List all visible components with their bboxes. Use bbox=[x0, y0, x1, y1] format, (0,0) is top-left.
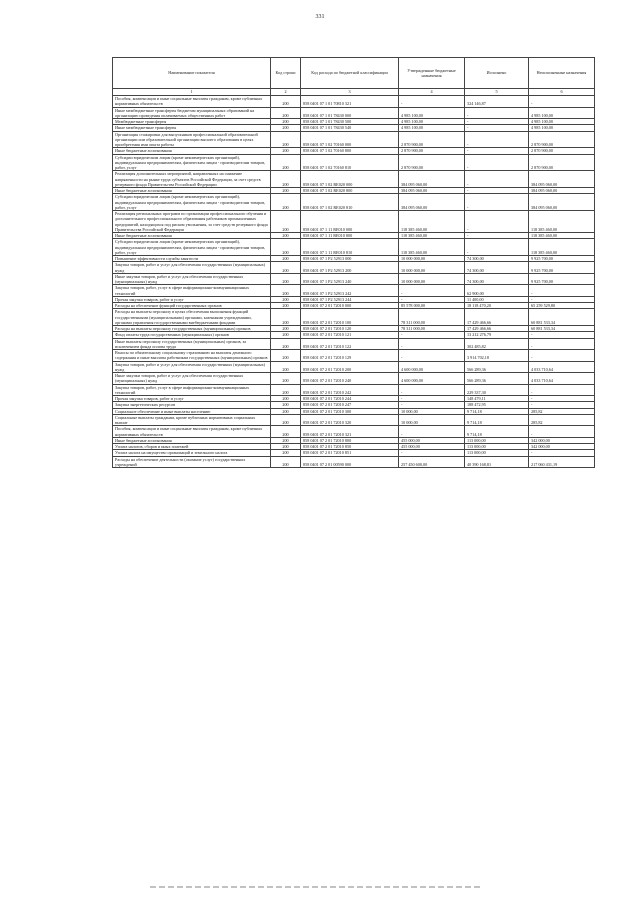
approved-cell: 118 385 460,00 bbox=[399, 211, 465, 233]
table-row bbox=[113, 373, 595, 385]
approved-cell: - bbox=[399, 350, 465, 362]
classification-code-cell: 858 0401 07 1 P2 52913 242 bbox=[301, 285, 399, 297]
row-name-cell: Иные бюджетные ассигнования bbox=[113, 437, 271, 443]
row-code-cell: 200 bbox=[271, 285, 301, 297]
row-code-cell: 200 bbox=[271, 396, 301, 402]
classification-code-cell: 858 0401 07 1 02 RE020 000 bbox=[301, 171, 399, 188]
row-name-cell: Закупка товаров, работ и услуг для обеспечения государственных (муниципальных) нужд bbox=[113, 262, 271, 274]
row-name-cell: Иные бюджетные ассигнования bbox=[113, 233, 271, 239]
row-code-cell: 200 bbox=[271, 437, 301, 443]
classification-code-cell: 858 0401 07 2 01 72010 129 bbox=[301, 350, 399, 362]
classification-code-cell: 858 0401 07 2 01 72010 300 bbox=[301, 408, 399, 414]
column-header: Код строки bbox=[271, 58, 301, 89]
classification-code-cell: 858 0401 07 1 02 RE020 810 bbox=[301, 194, 399, 211]
table-row bbox=[113, 194, 595, 211]
column-header: Утвержденные бюджетные назначения bbox=[399, 58, 465, 89]
unexecuted-cell: 4 033 710,64 bbox=[529, 373, 595, 385]
unexecuted-cell: 118 385 460,00 bbox=[529, 211, 595, 233]
column-header: Исполнено bbox=[465, 58, 529, 89]
table-body bbox=[113, 96, 595, 468]
column-header: Неисполненные назначения bbox=[529, 58, 595, 89]
row-name-cell: Иные закупки товаров, работ и услуг для обеспечения государственных (муниципальных) нужд bbox=[113, 373, 271, 385]
unexecuted-cell: 4 033 710,64 bbox=[529, 361, 595, 373]
row-code-cell: 200 bbox=[271, 309, 301, 326]
table-row bbox=[113, 350, 595, 362]
approved-cell: 4 985 100,00 bbox=[399, 119, 465, 125]
executed-cell: - bbox=[465, 148, 529, 154]
classification-code-cell: 858 0401 07 2 01 72010 800 bbox=[301, 437, 399, 443]
unexecuted-cell: - bbox=[529, 450, 595, 456]
approved-cell: - bbox=[399, 426, 465, 438]
unexecuted-cell: - bbox=[529, 285, 595, 297]
executed-cell: 62 900,00 bbox=[465, 285, 529, 297]
approved-cell: - bbox=[399, 296, 465, 302]
approved-cell: 78 311 000,00 bbox=[399, 309, 465, 326]
executed-cell: 566 289,36 bbox=[465, 373, 529, 385]
approved-cell: - bbox=[399, 402, 465, 408]
row-code-cell: 200 bbox=[271, 414, 301, 426]
classification-code-cell: 858 0401 07 1 P2 52913 240 bbox=[301, 273, 399, 285]
row-code-cell: 200 bbox=[271, 361, 301, 373]
unexecuted-cell: 4 985 100,00 bbox=[529, 107, 595, 119]
row-name-cell: Расходы на обеспечение деятельности (оказание услуг) государственных учреждений bbox=[113, 456, 271, 468]
row-name-cell: Закупка товаров, работ и услуг для обеспечения государственных (муниципальных) нужд bbox=[113, 361, 271, 373]
row-code-cell: 200 bbox=[271, 384, 301, 396]
classification-code-cell: 858 0401 07 1 P2 52913 200 bbox=[301, 262, 399, 274]
row-code-cell: 200 bbox=[271, 402, 301, 408]
classification-code-cell: 858 0401 07 1 11 RE010 810 bbox=[301, 239, 399, 256]
approved-cell: 10 000,00 bbox=[399, 414, 465, 426]
row-name-cell: Закупка товаров, работ, услуг в сфере информационно-коммуникационных технологий bbox=[113, 384, 271, 396]
classification-code-cell: 858 0401 07 2 01 72010 200 bbox=[301, 361, 399, 373]
classification-code-cell: 858 0401 07 2 01 72010 120 bbox=[301, 326, 399, 332]
scan-edge-mark bbox=[150, 886, 480, 888]
table-row bbox=[113, 211, 595, 233]
executed-cell: 324 146,87 bbox=[465, 96, 529, 108]
unexecuted-cell: 2 870 900,00 bbox=[529, 131, 595, 148]
unexecuted-cell: - bbox=[529, 402, 595, 408]
unexecuted-cell: - bbox=[529, 350, 595, 362]
row-code-cell: 200 bbox=[271, 171, 301, 188]
table-row bbox=[113, 131, 595, 148]
classification-code-cell: 858 0401 07 1 02 70160 800 bbox=[301, 148, 399, 154]
row-code-cell: 200 bbox=[271, 456, 301, 468]
unexecuted-cell: 9 925 700,00 bbox=[529, 256, 595, 262]
unexecuted-cell: 2 870 900,00 bbox=[529, 154, 595, 171]
table-row bbox=[113, 384, 595, 396]
page-number: 331 bbox=[315, 14, 325, 20]
unexecuted-cell: - bbox=[529, 384, 595, 396]
unexecuted-cell: - bbox=[529, 96, 595, 108]
row-code-cell: 200 bbox=[271, 107, 301, 119]
row-code-cell: 200 bbox=[271, 239, 301, 256]
row-name-cell: Пособия, компенсации и иные социальные выплаты гражданам, кроме публичных нормативных обязательств bbox=[113, 426, 271, 438]
row-code-cell: 200 bbox=[271, 426, 301, 438]
row-code-cell: 200 bbox=[271, 131, 301, 148]
approved-cell: 455 000,00 bbox=[399, 437, 465, 443]
executed-cell: - bbox=[465, 171, 529, 188]
approved-cell: 78 311 000,00 bbox=[399, 326, 465, 332]
classification-code-cell: 858 0401 07 1 P2 52913 000 bbox=[301, 256, 399, 262]
approved-cell: 257 450 600,00 bbox=[399, 456, 465, 468]
row-code-cell: 200 bbox=[271, 408, 301, 414]
table-row bbox=[113, 426, 595, 438]
unexecuted-cell: 285,82 bbox=[529, 414, 595, 426]
row-code-cell: 200 bbox=[271, 296, 301, 302]
row-code-cell: 200 bbox=[271, 256, 301, 262]
table-row bbox=[113, 154, 595, 171]
executed-cell: 74 300,00 bbox=[465, 273, 529, 285]
executed-cell: 9 714,18 bbox=[465, 426, 529, 438]
table-row bbox=[113, 361, 595, 373]
approved-cell: - bbox=[399, 450, 465, 456]
unexecuted-cell: 384 095 060,00 bbox=[529, 194, 595, 211]
executed-cell: 566 289,36 bbox=[465, 361, 529, 373]
row-code-cell: 200 bbox=[271, 194, 301, 211]
row-code-cell: 200 bbox=[271, 125, 301, 131]
executed-cell: 229 337,30 bbox=[465, 384, 529, 396]
executed-cell: - bbox=[465, 119, 529, 125]
unexecuted-cell: - bbox=[529, 332, 595, 338]
unexecuted-cell: - bbox=[529, 296, 595, 302]
executed-cell: - bbox=[465, 125, 529, 131]
row-code-cell: 200 bbox=[271, 303, 301, 309]
approved-cell: 384 095 060,00 bbox=[399, 194, 465, 211]
row-name-cell: Иные межбюджетные трансферты бюджетам муниципальных образований на организацию проведения оплачиваемых общественных работ bbox=[113, 107, 271, 119]
row-name-cell: Пособия, компенсации и иные социальные выплаты гражданам, кроме публичных нормативных обязательств bbox=[113, 96, 271, 108]
classification-code-cell: 858 0401 07 1 01 70810 321 bbox=[301, 96, 399, 108]
row-name-cell: Расходы на выплаты персоналу в целях обеспечения выполнения функций государственными (муниципальными) органами, казенными учреждениями, органами управления государственными внебюджетными фондами bbox=[113, 309, 271, 326]
table-row bbox=[113, 273, 595, 285]
unexecuted-cell: 118 385 460,00 bbox=[529, 233, 595, 239]
row-name-cell: Прочая закупка товаров, работ и услуг bbox=[113, 396, 271, 402]
executed-cell: 9 714,18 bbox=[465, 414, 529, 426]
unexecuted-cell: 9 925 700,00 bbox=[529, 273, 595, 285]
column-number-row bbox=[113, 89, 595, 96]
table-row bbox=[113, 171, 595, 188]
table-row bbox=[113, 414, 595, 426]
row-code-cell: 200 bbox=[271, 233, 301, 239]
row-name-cell: Межбюджетные трансферты bbox=[113, 119, 271, 125]
row-code-cell: 200 bbox=[271, 373, 301, 385]
executed-cell: - bbox=[465, 194, 529, 211]
executed-cell: 148 479,11 bbox=[465, 396, 529, 402]
executed-cell: 188 472,95 bbox=[465, 402, 529, 408]
column-header: Код расхода по бюджетной классификации bbox=[301, 58, 399, 89]
unexecuted-cell: 60 881 533,34 bbox=[529, 309, 595, 326]
classification-code-cell: 858 0401 07 2 01 72010 242 bbox=[301, 384, 399, 396]
classification-code-cell: 858 0401 07 1 01 78430 540 bbox=[301, 125, 399, 131]
classification-code-cell: 858 0401 07 2 01 72010 121 bbox=[301, 332, 399, 338]
table-row bbox=[113, 338, 595, 350]
row-code-cell: 200 bbox=[271, 188, 301, 194]
executed-cell: - bbox=[465, 239, 529, 256]
executed-cell: 18 118 470,20 bbox=[465, 303, 529, 309]
classification-code-cell: 858 0401 07 1 01 78430 000 bbox=[301, 107, 399, 119]
unexecuted-cell: 118 385 460,00 bbox=[529, 239, 595, 256]
executed-cell: 11 400,00 bbox=[465, 296, 529, 302]
classification-code-cell: 858 0401 07 2 01 72010 247 bbox=[301, 402, 399, 408]
table-row bbox=[113, 456, 595, 468]
row-code-cell: 200 bbox=[271, 338, 301, 350]
approved-cell: - bbox=[399, 396, 465, 402]
row-code-cell: 200 bbox=[271, 154, 301, 171]
row-name-cell: Уплата налога на имущество организаций и земельного налога bbox=[113, 450, 271, 456]
row-name-cell: Уплата налогов, сборов и иных платежей bbox=[113, 444, 271, 450]
row-name-cell: Социальные выплаты гражданам, кроме публичных нормативных социальных выплат bbox=[113, 414, 271, 426]
approved-cell: 10 000 000,00 bbox=[399, 256, 465, 262]
table-row bbox=[113, 96, 595, 108]
unexecuted-cell: - bbox=[529, 396, 595, 402]
row-name-cell: Иные закупки товаров, работ и услуг для обеспечения государственных (муниципальных) нужд bbox=[113, 273, 271, 285]
executed-cell: 9 714,18 bbox=[465, 408, 529, 414]
column-number: 3 bbox=[301, 89, 399, 96]
row-name-cell: Субсидии юридическим лицам (кроме некоммерческих организаций), индивидуальным предпринимателям, физическим лицам - производителям товаров, работ, услуг bbox=[113, 154, 271, 171]
row-name-cell: Расходы на обеспечение функций государственных органов bbox=[113, 303, 271, 309]
approved-cell: - bbox=[399, 384, 465, 396]
executed-cell: 3 914 702,18 bbox=[465, 350, 529, 362]
classification-code-cell: 858 0401 07 2 01 72010 240 bbox=[301, 373, 399, 385]
unexecuted-cell: 384 095 060,00 bbox=[529, 171, 595, 188]
executed-cell: - bbox=[465, 154, 529, 171]
approved-cell: 10 000 000,00 bbox=[399, 262, 465, 274]
row-code-cell: 200 bbox=[271, 96, 301, 108]
column-number: 6 bbox=[529, 89, 595, 96]
executed-cell: 113 000,00 bbox=[465, 444, 529, 450]
classification-code-cell: 858 0401 07 2 01 72010 850 bbox=[301, 444, 399, 450]
approved-cell: 455 000,00 bbox=[399, 444, 465, 450]
approved-cell: 118 385 460,00 bbox=[399, 233, 465, 239]
table-row bbox=[113, 239, 595, 256]
executed-cell: 17 429 466,66 bbox=[465, 326, 529, 332]
classification-code-cell: 858 0401 07 1 02 RE020 800 bbox=[301, 188, 399, 194]
classification-code-cell: 858 0401 07 2 01 72010 321 bbox=[301, 426, 399, 438]
executed-cell: 113 000,00 bbox=[465, 450, 529, 456]
row-code-cell: 200 bbox=[271, 119, 301, 125]
row-name-cell: Субсидии юридическим лицам (кроме некоммерческих организаций), индивидуальным предпринимателям, физическим лицам - производителям товаров, работ, услуг bbox=[113, 194, 271, 211]
row-code-cell: 200 bbox=[271, 211, 301, 233]
row-code-cell: 200 bbox=[271, 148, 301, 154]
unexecuted-cell: 4 985 100,00 bbox=[529, 119, 595, 125]
row-code-cell: 200 bbox=[271, 332, 301, 338]
approved-cell: 85 578 000,00 bbox=[399, 303, 465, 309]
classification-code-cell: 858 0401 07 1 P2 52913 244 bbox=[301, 296, 399, 302]
executed-cell: 74 300,00 bbox=[465, 262, 529, 274]
row-name-cell: Прочая закупка товаров, работ и услуг bbox=[113, 296, 271, 302]
classification-code-cell: 858 0401 07 1 11 RE010 800 bbox=[301, 233, 399, 239]
row-name-cell: Иные выплаты персоналу государственных (муниципальных) органов, за исключением фонда оплаты труда bbox=[113, 338, 271, 350]
row-name-cell: Социальное обеспечение и иные выплаты населению bbox=[113, 408, 271, 414]
unexecuted-cell: 342 000,00 bbox=[529, 444, 595, 450]
executed-cell: - bbox=[465, 131, 529, 148]
classification-code-cell: 858 0401 07 2 01 72010 122 bbox=[301, 338, 399, 350]
approved-cell: 10 000,00 bbox=[399, 408, 465, 414]
table-row bbox=[113, 309, 595, 326]
approved-cell: 384 095 060,00 bbox=[399, 171, 465, 188]
column-number: 1 bbox=[113, 89, 271, 96]
unexecuted-cell: - bbox=[529, 338, 595, 350]
classification-code-cell: 858 0401 07 2 01 72010 244 bbox=[301, 396, 399, 402]
row-code-cell: 200 bbox=[271, 450, 301, 456]
approved-cell: 2 870 900,00 bbox=[399, 148, 465, 154]
executed-cell: - bbox=[465, 233, 529, 239]
row-code-cell: 200 bbox=[271, 273, 301, 285]
approved-cell: 4 600 000,00 bbox=[399, 373, 465, 385]
approved-cell: 4 600 000,00 bbox=[399, 361, 465, 373]
row-name-cell: Расходы на выплаты персоналу государственных (муниципальных) органов bbox=[113, 326, 271, 332]
classification-code-cell: 858 0401 07 1 01 78430 500 bbox=[301, 119, 399, 125]
unexecuted-cell: 384 095 060,00 bbox=[529, 188, 595, 194]
executed-cell: 113 000,00 bbox=[465, 437, 529, 443]
row-name-cell: Реализация региональных программ по организации профессионального обучения и дополнительного профессионального образования работников промышленных предприятий, находящихся под риском увольнения, за счет средств резервного фонда Правительства Российской Федерации bbox=[113, 211, 271, 233]
approved-cell: - bbox=[399, 285, 465, 297]
approved-cell: 4 985 100,00 bbox=[399, 107, 465, 119]
row-code-cell: 200 bbox=[271, 444, 301, 450]
executed-cell: - bbox=[465, 211, 529, 233]
unexecuted-cell: 4 985 100,00 bbox=[529, 125, 595, 131]
row-name-cell: Организация стажировки для выпускников профессиональной образовательной организации или образовательной организации высшего образования в целях приобретения ими опыта работы bbox=[113, 131, 271, 148]
budget-execution-table bbox=[112, 57, 595, 468]
row-name-cell: Реализация дополнительных мероприятий, направленных на снижение напряженности на рынке труда субъектов Российской Федерации, за счет средств резервного фонда Правительства Российской Федерации bbox=[113, 171, 271, 188]
row-name-cell: Иные бюджетные ассигнования bbox=[113, 188, 271, 194]
unexecuted-cell: 9 925 700,00 bbox=[529, 262, 595, 274]
approved-cell: 118 385 460,00 bbox=[399, 239, 465, 256]
row-name-cell: Иные межбюджетные трансферты bbox=[113, 125, 271, 131]
row-name-cell: Повышение эффективности службы занятости bbox=[113, 256, 271, 262]
executed-cell: 13 212 276,79 bbox=[465, 332, 529, 338]
row-code-cell: 200 bbox=[271, 350, 301, 362]
executed-cell: 74 300,00 bbox=[465, 256, 529, 262]
unexecuted-cell: 2 870 900,00 bbox=[529, 148, 595, 154]
approved-cell: 2 870 900,00 bbox=[399, 154, 465, 171]
unexecuted-cell: - bbox=[529, 426, 595, 438]
unexecuted-cell: 65 259 529,80 bbox=[529, 303, 595, 309]
approved-cell: 2 870 900,00 bbox=[399, 131, 465, 148]
executed-cell: 40 390 168,81 bbox=[465, 456, 529, 468]
column-header: Наименование показателя bbox=[113, 58, 271, 89]
executed-cell: 17 429 466,66 bbox=[465, 309, 529, 326]
column-number: 2 bbox=[271, 89, 301, 96]
classification-code-cell: 858 0401 07 2 01 72010 100 bbox=[301, 309, 399, 326]
classification-code-cell: 858 0401 07 2 01 72010 320 bbox=[301, 414, 399, 426]
row-name-cell: Закупка товаров, работ, услуг в сфере информационно-коммуникационных технологий bbox=[113, 285, 271, 297]
approved-cell: - bbox=[399, 96, 465, 108]
approved-cell: - bbox=[399, 332, 465, 338]
column-number: 4 bbox=[399, 89, 465, 96]
approved-cell: 384 095 060,00 bbox=[399, 188, 465, 194]
row-name-cell: Взносы по обязательному социальному страхованию на выплаты денежного содержания и иные выплаты работникам государственных (муниципальных) органов bbox=[113, 350, 271, 362]
classification-code-cell: 858 0401 07 2 01 00590 000 bbox=[301, 456, 399, 468]
row-name-cell: Фонд оплаты труда государственных (муниципальных) органов bbox=[113, 332, 271, 338]
unexecuted-cell: 285,82 bbox=[529, 408, 595, 414]
executed-cell: 302 485,82 bbox=[465, 338, 529, 350]
unexecuted-cell: 60 881 533,34 bbox=[529, 326, 595, 332]
row-name-cell: Субсидии юридическим лицам (кроме некоммерческих организаций), индивидуальным предпринимателям, физическим лицам - производителям товаров, работ, услуг bbox=[113, 239, 271, 256]
row-name-cell: Иные бюджетные ассигнования bbox=[113, 148, 271, 154]
table-row bbox=[113, 262, 595, 274]
executed-cell: - bbox=[465, 188, 529, 194]
unexecuted-cell: 217 060 431,19 bbox=[529, 456, 595, 468]
classification-code-cell: 858 0401 07 2 01 72010 000 bbox=[301, 303, 399, 309]
approved-cell: 4 985 100,00 bbox=[399, 125, 465, 131]
table-row bbox=[113, 285, 595, 297]
approved-cell: - bbox=[399, 338, 465, 350]
classification-code-cell: 858 0401 07 1 11 RE010 000 bbox=[301, 211, 399, 233]
classification-code-cell: 858 0401 07 1 02 70160 810 bbox=[301, 154, 399, 171]
column-number: 5 bbox=[465, 89, 529, 96]
classification-code-cell: 858 0401 07 1 02 70160 000 bbox=[301, 131, 399, 148]
row-code-cell: 200 bbox=[271, 262, 301, 274]
executed-cell: - bbox=[465, 107, 529, 119]
row-code-cell: 200 bbox=[271, 326, 301, 332]
table-header-row bbox=[113, 58, 595, 89]
unexecuted-cell: 342 000,00 bbox=[529, 437, 595, 443]
classification-code-cell: 858 0401 07 2 01 72010 851 bbox=[301, 450, 399, 456]
row-name-cell: Закупка энергетических ресурсов bbox=[113, 402, 271, 408]
approved-cell: 10 000 000,00 bbox=[399, 273, 465, 285]
table-row bbox=[113, 107, 595, 119]
